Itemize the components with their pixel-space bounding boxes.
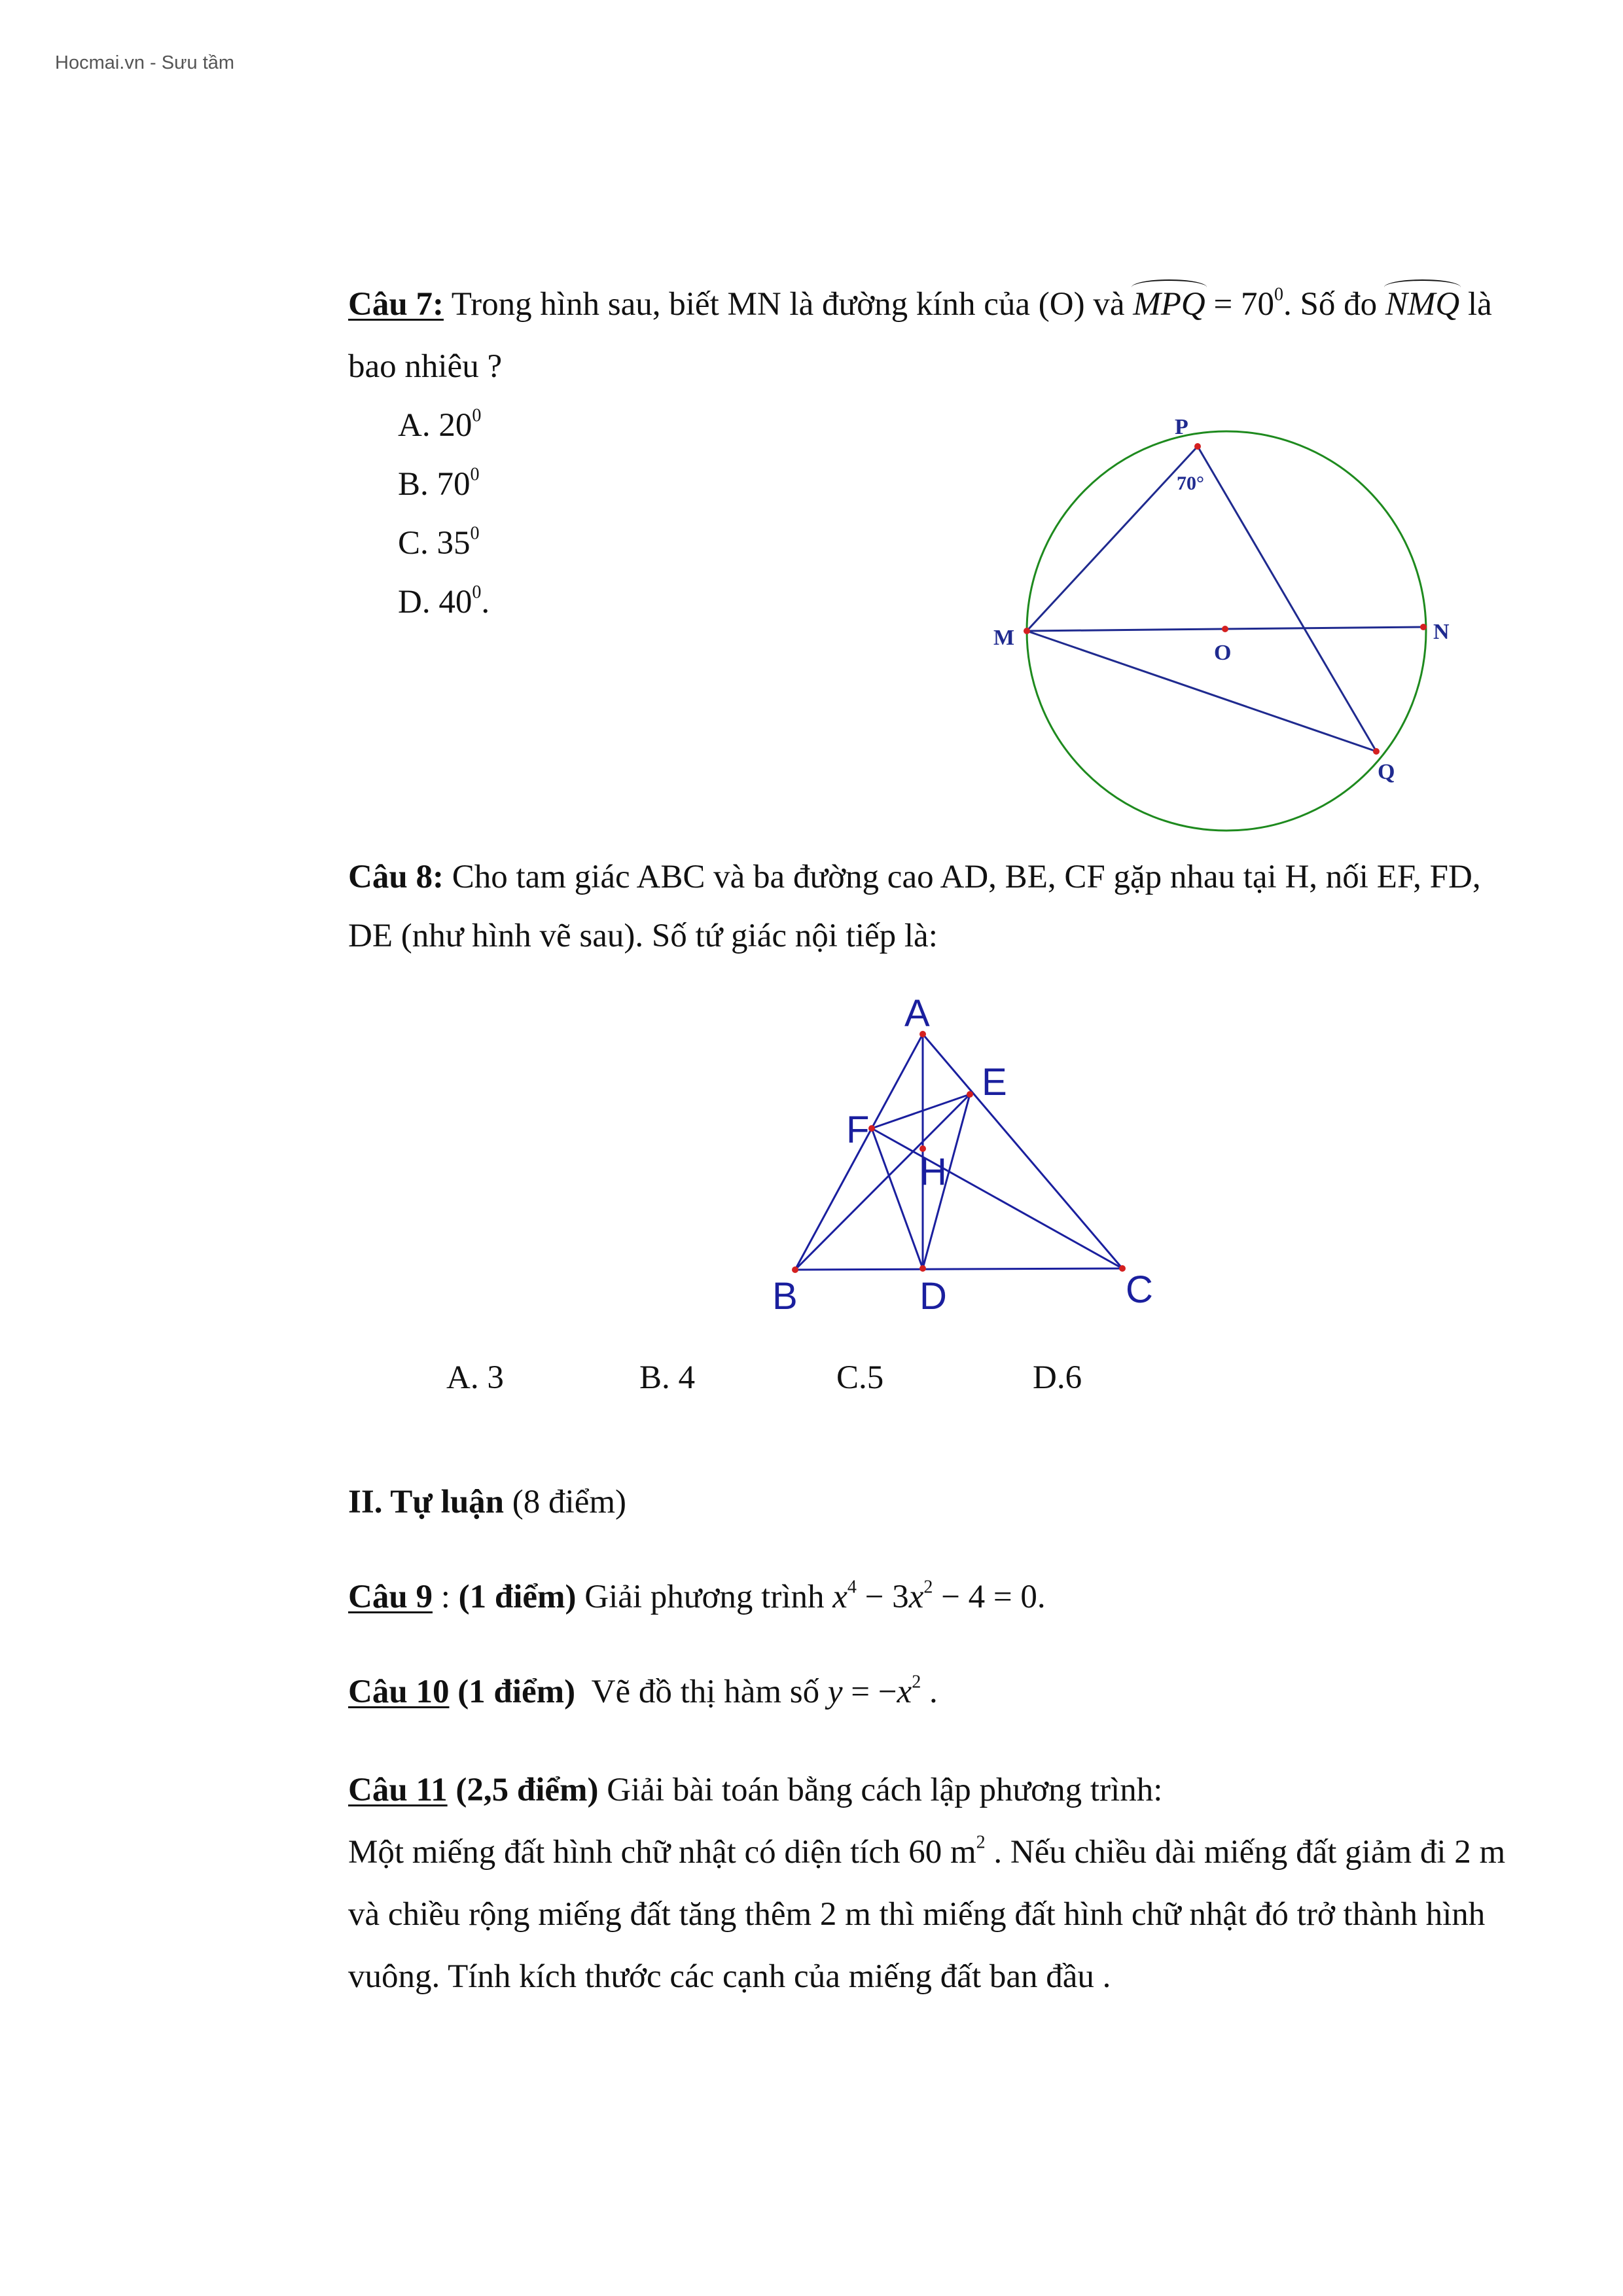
q7-text-part1: Trong hình sau, biết MN là đường kính của (O) và (443, 286, 1133, 323)
point-f (868, 1125, 875, 1132)
q8-option-c: C.5 (836, 1359, 884, 1396)
q9-text: Giải phương trình (576, 1579, 833, 1615)
q9-sep: : (432, 1579, 459, 1615)
q8-option-d: D.6 (1033, 1359, 1082, 1396)
q7-option-a: A. $20^0$ (398, 405, 482, 444)
altitude-cf (872, 1128, 1122, 1268)
point-n (1420, 624, 1427, 630)
q11-label: Câu 11 (348, 1772, 448, 1808)
q10-label: Câu 10 (348, 1674, 450, 1710)
q9-score: (1 điểm) (458, 1579, 577, 1615)
label-p: P (1175, 415, 1188, 439)
q8-line1 (348, 857, 1481, 897)
watermark: Hocmai.vn - Sưu tầm (55, 52, 235, 73)
label-f: F (846, 1109, 870, 1151)
q7-line2: bao nhiêu ? (348, 348, 503, 385)
part2-points: (8 điểm) (504, 1484, 626, 1520)
point-d (919, 1265, 926, 1272)
segment-mq (1027, 631, 1376, 751)
label-h: H (919, 1151, 947, 1193)
q10-score: (1 điểm) (449, 1674, 576, 1710)
part2-title: II. Tự luận (348, 1484, 505, 1520)
q10-line: Câu 10 (1 điểm) Vẽ đồ thị hàm số $y = -x^2$ . (348, 1672, 938, 1710)
label-n: N (1433, 620, 1450, 644)
q7-option-b: B. $70^0$ (398, 464, 480, 503)
label-o: O (1214, 641, 1232, 665)
q8-triangle-figure (759, 988, 1191, 1329)
q11-line1 (348, 1770, 1162, 1810)
point-p (1194, 443, 1201, 450)
q11-line2: Một miếng đất hình chữ nhật có diện tích 60 $m^2$ . Nếu chiều dài miếng đất giảm đi 2 m (348, 1832, 1506, 1871)
q8-text-line1: Cho tam giác ABC và ba đường cao AD, BE, CF gặp nhau tại H, nối EF, FD, (443, 859, 1481, 895)
q11-line4: vuông. Tính kích thước các cạnh của miếng đất ban đầu . (348, 1958, 1111, 1995)
triangle-abc (795, 1034, 1122, 1270)
q10-text: Vẽ đồ thị hàm số (575, 1674, 828, 1710)
label-c: C (1126, 1268, 1153, 1311)
q9-label: Câu 9 (348, 1579, 433, 1615)
label-d: D (919, 1275, 947, 1318)
part2-heading (348, 1482, 626, 1522)
point-o (1222, 626, 1228, 632)
segment-mp (1027, 446, 1198, 631)
q8-label: Câu 8: (348, 859, 444, 895)
label-e: E (982, 1061, 1007, 1103)
q8-option-b: B. 4 (639, 1359, 696, 1396)
label-q: Q (1378, 760, 1395, 784)
q7-angle-asked: NMQ (1385, 278, 1459, 324)
q7-equals: = 70 (1205, 286, 1274, 323)
q8-option-a: A. 3 (446, 1359, 504, 1396)
point-b (792, 1266, 798, 1273)
label-angle-70: 70° (1177, 473, 1204, 494)
q7-text-part3: là (1459, 286, 1492, 323)
q7-degree: 0 (1274, 284, 1283, 305)
label-b: B (772, 1275, 798, 1318)
point-c (1119, 1265, 1126, 1272)
label-m: M (993, 626, 1015, 650)
segment-pq (1198, 446, 1376, 751)
q7-angle-given: MPQ (1133, 278, 1205, 324)
q7-line1 (348, 278, 1492, 324)
q9-line: Câu 9 : (1 điểm) Giải phương trình $x^4 - 3x^2 - 4 = 0$. (348, 1577, 1046, 1615)
q11-line3: và chiều rộng miếng đất tăng thêm 2 m thì miếng đất hình chữ nhật đó trở thành hình (348, 1896, 1486, 1933)
q7-option-c: C. $35^0$ (398, 523, 480, 562)
q11-score: (2,5 điểm) (447, 1772, 599, 1808)
q11-text: Giải bài toán bằng cách lập phương trình: (598, 1772, 1163, 1808)
point-m (1024, 628, 1030, 634)
q8-line2: DE (như hình vẽ sau). Số tứ giác nội tiếp là: (348, 918, 938, 954)
q7-label: Câu 7: (348, 286, 444, 323)
q7-circle-figure (982, 406, 1466, 838)
label-a: A (904, 992, 930, 1035)
q7-text-part2: . Số đo (1283, 286, 1385, 323)
point-e (967, 1091, 973, 1098)
q7-option-d: D. $40^0$. (398, 582, 490, 620)
point-q (1373, 748, 1380, 755)
